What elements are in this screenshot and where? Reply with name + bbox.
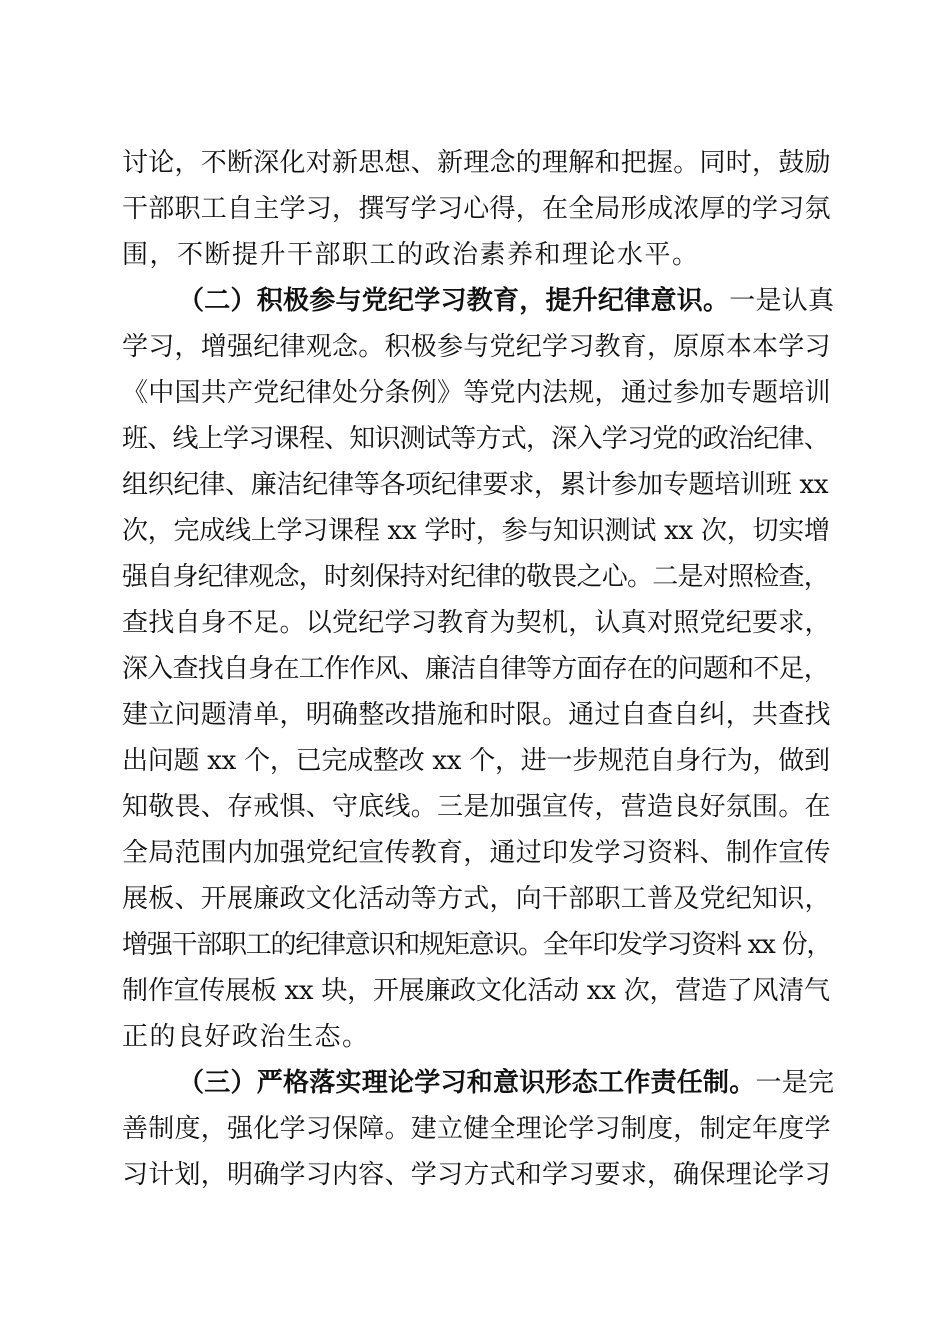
paragraph-line: 次，完成线上学习课程 xx 学时，参与知识测试 xx 次，切实增: [122, 516, 830, 546]
paragraph-line: 建立问题清单，明确整改措施和时限。通过自查自纠，共查找: [122, 700, 831, 730]
paragraph-text: 一是认真: [729, 286, 835, 316]
paragraph-line: 干部职工自主学习，撰写学习心得，在全局形成浓厚的学习氛: [122, 194, 831, 224]
paragraph-line: 班、线上学习课程、知识测试等方式，深入学习党的政治纪律、: [122, 424, 830, 454]
section-3-first-line: [178, 1060, 834, 1106]
section-2-first-line: [178, 278, 834, 324]
paragraph-line: 学习，增强纪律观念。积极参与党纪学习教育，原原本本学习: [122, 332, 831, 362]
paragraph-line: 深入查找自身在工作作风、廉洁自律等方面存在的问题和不足，: [122, 654, 830, 684]
paragraph-line: 知敬畏、存戒惧、守底线。三是加强宣传，营造良好氛围。在: [122, 792, 831, 822]
paragraph-line: 查找自身不足。以党纪学习教育为契机，认真对照党纪要求，: [122, 608, 831, 638]
section-2-heading: （二）积极参与党纪学习教育，提升纪律意识。: [178, 286, 730, 316]
paragraph-line: 全局范围内加强党纪宣传教育，通过印发学习资料、制作宣传: [122, 838, 831, 868]
paragraph-line: 围，不断提升干部职工的政治素养和理论水平。: [122, 240, 700, 270]
paragraph-line: 展板、开展廉政文化活动等方式，向干部职工普及党纪知识，: [122, 884, 831, 914]
paragraph-line: 善制度，强化学习保障。建立健全理论学习制度，制定年度学: [122, 1114, 831, 1144]
paragraph-line: 《中国共产党纪律处分条例》等党内法规，通过参加专题培训: [122, 378, 831, 408]
section-3-heading: （三）严格落实理论学习和意识形态工作责任制。: [178, 1068, 756, 1098]
paragraph-line: 正的良好政治生态。: [122, 1022, 370, 1052]
paragraph-line: 增强干部职工的纪律意识和规矩意识。全年印发学习资料 xx 份，: [122, 930, 832, 960]
paragraph-line: 习计划，明确学习内容、学习方式和学习要求，确保理论学习: [122, 1160, 831, 1190]
paragraph-line: 出问题 xx 个，已完成整改 xx 个，进一步规范自身行为，做到: [122, 746, 830, 776]
paragraph-line: 制作宣传展板 xx 块，开展廉政文化活动 xx 次，营造了风清气: [122, 976, 830, 1006]
paragraph-line: 强自身纪律观念，时刻保持对纪律的敬畏之心。二是对照检查，: [122, 562, 830, 592]
paragraph-line: 组织纪律、廉洁纪律等各项纪律要求，累计参加专题培训班 xx: [122, 470, 829, 500]
paragraph-text: 一是完: [755, 1068, 835, 1098]
paragraph-line: 讨论，不断深化对新思想、新理念的理解和把握。同时，鼓励: [122, 148, 831, 178]
